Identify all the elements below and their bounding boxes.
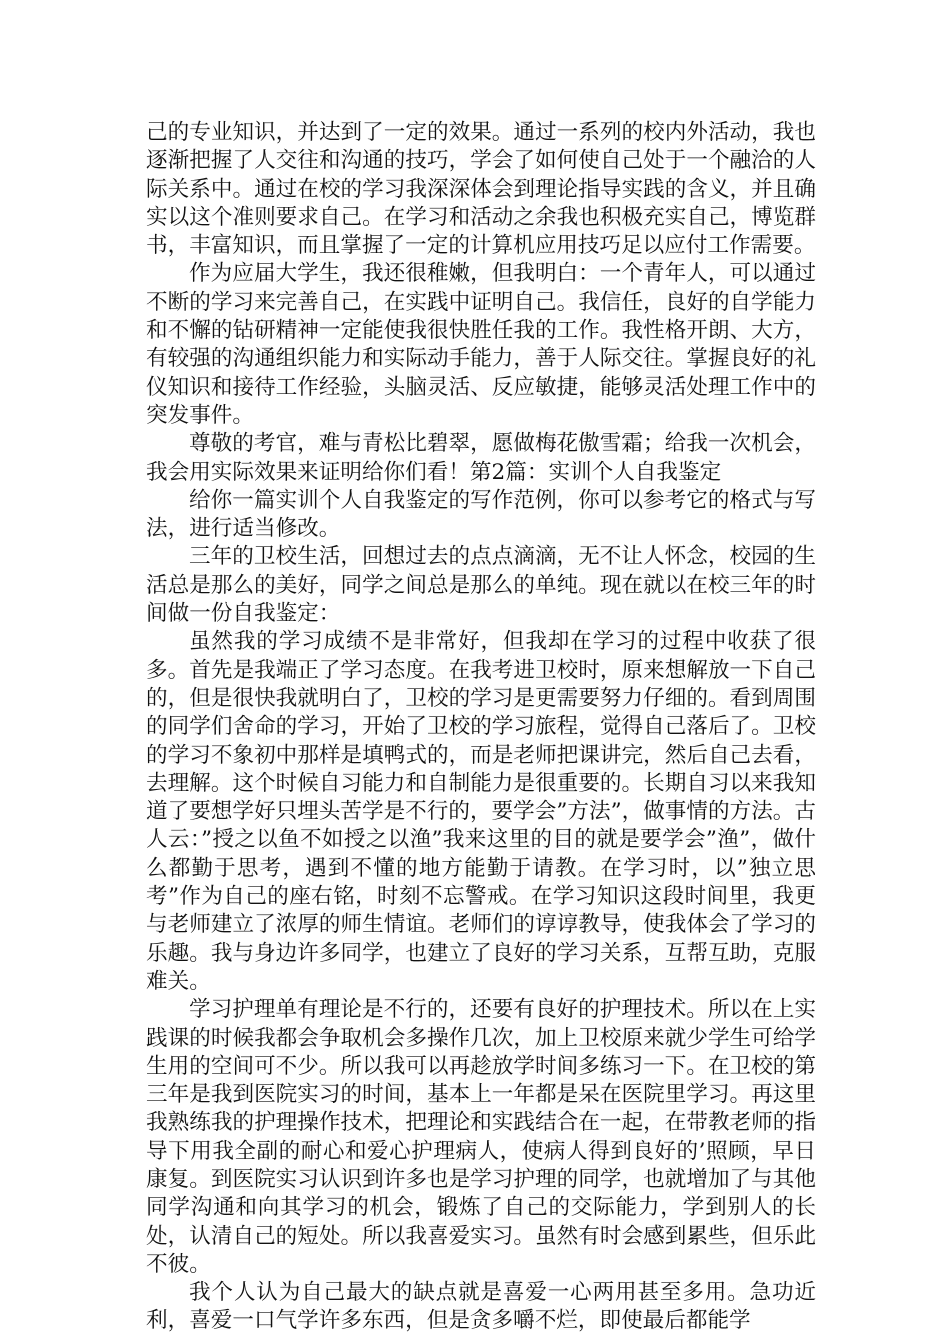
document-body [146,119,816,1336]
paragraph-5: 三年的卫校生活，回想过去的点点滴滴，无不让人怀念，校园的生活总是那么的美好，同学之间总是那么的单纯。现在就以在校三年的时间做一份自我鉴定： [146,544,816,627]
paragraph-6: 虽然我的学习成绩不是非常好，但我却在学习的过程中收获了很多。首先是我端正了学习态度。在我考进卫校时，原来想解放一下自己的，但是很快我就明白了，卫校的学习是更需要努力仔细的。看到周围的同学们舍命的学习，开始了卫校的学习旅程，觉得自己落后了。卫校的学习不象初中那样是填鸭式的，而是老师把课讲完，然后自己去看，去理解。这个时候自习能力和自制能力是很重要的。长期自习以来我知道了要想学好只埋头苦学是不行的，要学会”方法”，做事情的方法。古人云：”授之以鱼不如授之以渔”我来这里的目的就是要学会”渔”，做什么都勤于思考，遇到不懂的地方能勤于请教。在学习时，以”独立思考”作为自己的座右铭，时刻不忘警戒。在学习知识这段时间里，我更与老师建立了浓厚的师生情谊。老师们的谆谆教导，使我体会了学习的乐趣。我与身边许多同学，也建立了良好的学习关系，互帮互助，克服难关。 [146,629,816,994]
paragraph-4: 给你一篇实训个人自我鉴定的写作范例，你可以参考它的格式与写法，进行适当修改。 [146,487,816,542]
paragraph-8: 我个人认为自己最大的缺点就是喜爱一心两用甚至多用。急功近利，喜爱一口气学许多东西，但是贪多嚼不烂，即使最后都能学 [146,1280,816,1334]
paragraph-3: 尊敬的考官，难与青松比碧翠，愿做梅花傲雪霜；给我一次机会，我会用实际效果来证明给你们看！第2篇：实训个人自我鉴定 [146,431,816,485]
paragraph-7: 学习护理单有理论是不行的，还要有良好的护理技术。所以在上实践课的时候我都会争取机会多操作几次，加上卫校原来就少学生可给学生用的空间可不少。所以我可以再趁放学时间多练习一下。在卫校的第三年是我到医院实习的时间，基本上一年都是呆在医院里学习。再这里我熟练我的护理操作技术，把理论和实践结合在一起，在带教老师的指导下用我全副的耐心和爱心护理病人，使病人得到良好的’照顾，早日康复。到医院实习认识到许多也是学习护理的同学，也就增加了与其他同学沟通和向其学习的机会，锻炼了自己的交际能力，学到别人的长处，认清自己的短处。所以我喜爱实习。虽然有时会感到累些，但乐此不彼。 [146,997,816,1277]
paragraph-2: 作为应届大学生，我还很稚嫩，但我明白：一个青年人，可以通过不断的学习来完善自己，在实践中证明自己。我信任，良好的自学能力和不懈的钻研精神一定能使我很快胜任我的工作。我性格开朗、大方，有较强的沟通组织能力和实际动手能力，善于人际交往。掌握良好的礼仪知识和接待工作经验，头脑灵活、反应敏捷，能够灵活处理工作中的突发事件。 [146,261,816,428]
paragraph-1: 己的专业知识，并达到了一定的效果。通过一系列的校内外活动，我也逐渐把握了人交往和沟通的技巧，学会了如何使自己处于一个融洽的人际关系中。通过在校的学习我深深体会到理论指导实践的含义，并且确实以这个准则要求自己。在学习和活动之余我也积极充实自己，博览群书，丰富知识，而且掌握了一定的计算机应用技巧足以应付工作需要。 [146,120,816,259]
